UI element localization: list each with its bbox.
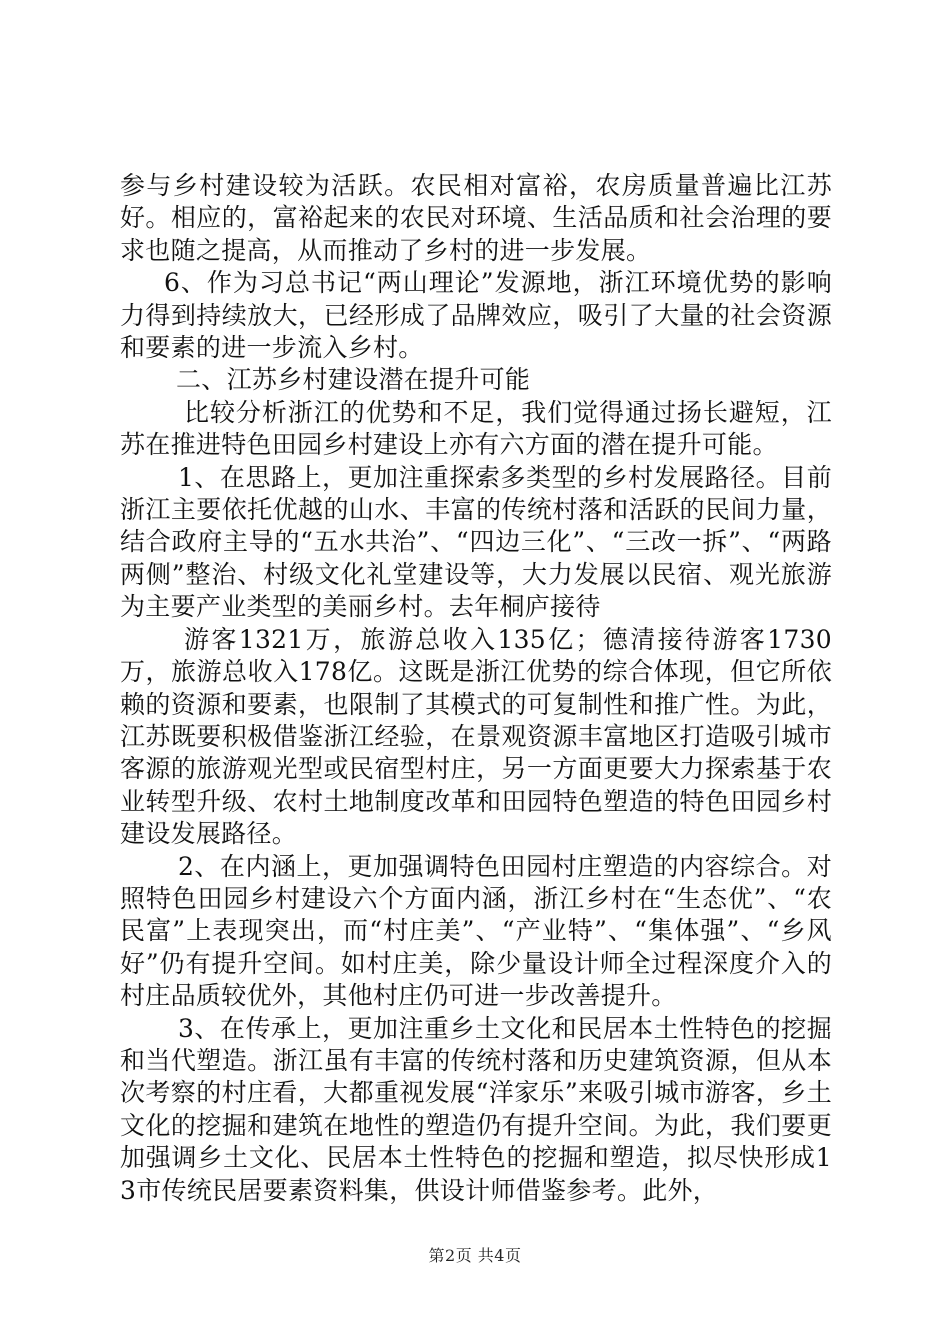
paragraph-point-2: 2、在内涵上，更加强调特色田园村庄塑造的内容综合。对照特色田园乡村建设六个方面内涵，浙江乡村在“生态优”、“农民富”上表现突出，而“村庄美”、“产业特”、“集体强”、“乡风好”仍有提升空间。如村庄美，除少量设计师全过程深度介入的村庄品质较优外，其他村庄仍可进一步改善提升。 bbox=[120, 851, 832, 1011]
section-heading: 二、江苏乡村建设潜在提升可能 bbox=[176, 365, 531, 395]
paragraph-point-1-continued: 游客1321万，旅游总收入135亿；德清接待游客1730万，旅游总收入178亿。这既是浙江优势的综合体现，但它所依赖的资源和要素，也限制了其模式的可复制性和推广性。为此，江苏既要积极借鉴浙江经验，在景观资源丰富地区打造吸引城市客源的旅游观光型或民宿型村庄，另一方面更要大力探索基于农业转型升级、农村土地制度改革和田园特色塑造的特色田园乡村建设发展路径。 bbox=[120, 624, 832, 849]
paragraph-continuation: 参与乡村建设较为活跃。农民相对富裕，农房质量普遍比江苏好。相应的，富裕起来的农民对环境、生活品质和社会治理的要求也随之提高，从而推动了乡村的进一步发展。 bbox=[120, 171, 832, 265]
paragraph-point-1: 1、在思路上，更加注重探索多类型的乡村发展路径。目前浙江主要依托优越的山水、丰富的传统村落和活跃的民间力量，结合政府主导的“五水共治”、“四边三化”、“三改一拆”、“两路两侧”整治、村级文化礼堂建设等，大力发展以民宿、观光旅游为主要产业类型的美丽乡村。去年桐庐接待 bbox=[120, 462, 832, 622]
paragraph-point-3: 3、在传承上，更加注重乡土文化和民居本土性特色的挖掘和当代塑造。浙江虽有丰富的传统村落和历史建筑资源，但从本次考察的村庄看，大都重视发展“洋家乐”来吸引城市游客，乡土文化的挖掘和建筑在地性的塑造仍有提升空间。为此，我们要更加强调乡土文化、民居本土性特色的挖掘和塑造，拟尽快形成13市传统民居要素资料集，供设计师借鉴参考。此外， bbox=[120, 1013, 832, 1205]
document-body bbox=[120, 170, 832, 1207]
paragraph-intro: 比较分析浙江的优势和不足，我们觉得通过扬长避短，江苏在推进特色田园乡村建设上亦有六方面的潜在提升可能。 bbox=[120, 397, 832, 460]
page-number-footer: 第2页 共4页 bbox=[428, 1246, 522, 1265]
paragraph-point-6: 6、作为习总书记“两山理论”发源地，浙江环境优势的影响力得到持续放大，已经形成了品牌效应，吸引了大量的社会资源和要素的进一步流入乡村。 bbox=[120, 268, 832, 363]
